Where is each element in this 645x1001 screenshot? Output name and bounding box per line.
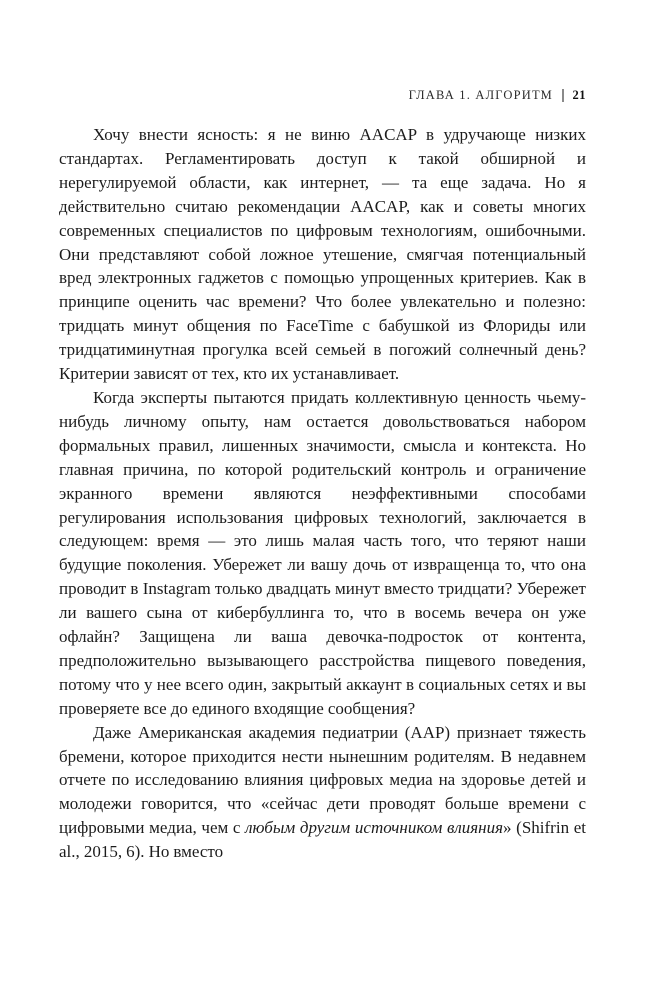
paragraph-3 (59, 721, 586, 864)
paragraph-3-text-end: » (Shifrin et al., 2015, 6). Но вместо (59, 818, 586, 862)
page-number: 21 (572, 88, 586, 102)
paragraph-1: Хочу внести ясность: я не виню AACAP в удручающе низких стандартах. Регламентировать доступ к такой обширной и нерегулируемой области, как интернет, — та еще задача. Но я действительно считаю рекомендации AACAP, как и советы многих современных специалистов по цифровым технологиям, ошибочными. Они представляют собой ложное утешение, смягчая потенциальный вред электронных гаджетов с помощью упрощенных критериев. Как в принципе оценить час времени? Что более увлекательно и полезно: тридцать минут общения по FaceTime с бабушкой из Флориды или тридцатиминутная прогулка всей семьей в погожий солнечный день? Критерии зависят от тех, кто их устанавливает. (59, 125, 586, 384)
paragraph-3-text: Даже Американская академия педиатрии (AAP) признает тяжесть бремени, которое приходится нести нынешним родителям. В недавнем отчете по исследованию влияния цифровых медиа на здоровье детей и молодежи говорится, что «сейчас дети проводят больше времени с цифровыми медиа, чем с (59, 722, 586, 838)
header-divider (562, 89, 564, 102)
text-block (59, 88, 586, 864)
paragraph-3-italic-citation: любым другим источником влияния (245, 818, 504, 838)
paragraph-2: Когда эксперты пытаются придать коллективную ценность чьему-нибудь личному опыту, нам остается довольствоваться набором формальных правил, лишенных значимости, смысла и контекста. Но главная причина, по которой родительский контроль и ограничение экранного времени являются неэффективными способами регулирования использования цифровых технологий, заключается в следующем: время — это лишь малая часть того, что теряют наши будущие поколения. Убережет ли вашу дочь от извращенца то, что она проводит в Instagram только двадцать минут вместо тридцати? Убережет ли вашего сына от кибербуллинга то, что в восемь вечера он уже офлайн? Защищена ли ваша девочка-подросток от контента, предположительно вызывающего расстройства пищевого поведения, потому что у нее всего один, закрытый аккаунт в социальных сетях и вы проверяете все до единого входящие сообщения? (59, 387, 586, 718)
chapter-title: ГЛАВА 1. АЛГОРИТМ (408, 88, 553, 102)
running-header (59, 88, 586, 102)
body-text (59, 123, 586, 864)
